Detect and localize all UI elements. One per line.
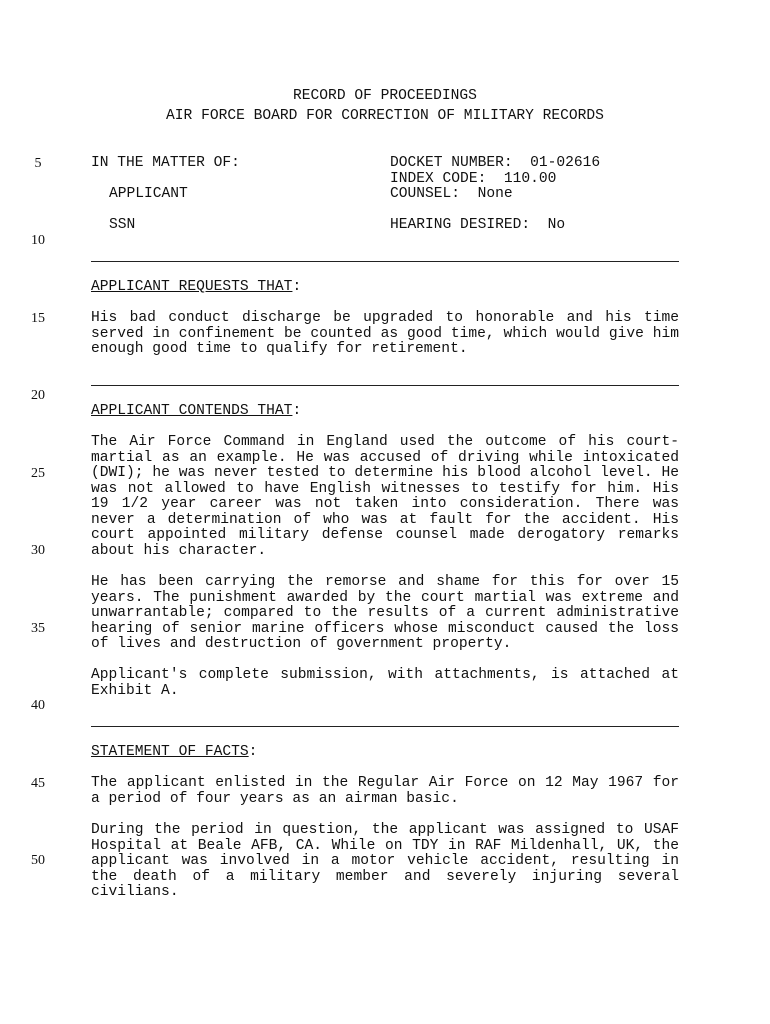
- heading-colon: :: [292, 403, 302, 419]
- line-number: 10: [31, 233, 45, 248]
- line-number: 25: [31, 466, 45, 481]
- requests-paragraph: His bad conduct discharge be upgraded to honorable and his time served in confinement be counted as good time, which would give him enough good time to qualify for retirement.: [91, 310, 679, 357]
- line-number: 50: [31, 853, 45, 868]
- facts-paragraph: During the period in question, the applicant was assigned to USAF Hospital at Beale AFB, CA. While on TDY in RAF Mildenhall, UK, the applicant was involved in a motor vehicle accident, resulting in the death of a military member and severely injuring several civilians.: [91, 822, 679, 900]
- docket-number: DOCKET NUMBER: 01-02616: [390, 155, 601, 171]
- applicant-label: APPLICANT: [109, 186, 188, 202]
- section-divider: [91, 726, 679, 727]
- contends-heading: [91, 404, 301, 420]
- line-number: 35: [31, 621, 45, 636]
- contends-heading-text: APPLICANT CONTENDS THAT: [91, 403, 293, 419]
- matter-label: IN THE MATTER OF:: [91, 155, 240, 171]
- document-subtitle: AIR FORCE BOARD FOR CORRECTION OF MILITARY RECORDS: [166, 108, 604, 124]
- index-code: INDEX CODE: 110.00: [390, 171, 557, 187]
- line-number: 45: [31, 776, 45, 791]
- document-title: RECORD OF PROCEEDINGS: [293, 88, 477, 104]
- contends-paragraph: The Air Force Command in England used the outcome of his court-martial as an example. He was accused of driving while intoxicated (DWI); he was never tested to determine his blood alcohol level. He was not allowed to have English witnesses to testify for him. His 19 1/2 year career was not taken into consideration. There was never a determination of who was at fault for the accident. His court appointed military defense counsel made derogatory remarks about his character.: [91, 434, 679, 559]
- requests-heading: [91, 280, 301, 296]
- ssn-label: SSN: [109, 217, 136, 233]
- line-number: 20: [31, 388, 45, 403]
- requests-heading-text: APPLICANT REQUESTS THAT: [91, 279, 293, 295]
- hearing-desired: HEARING DESIRED: No: [390, 217, 566, 233]
- heading-colon: :: [248, 744, 258, 760]
- facts-paragraph: The applicant enlisted in the Regular Air Force on 12 May 1967 for a period of four years as an airman basic.: [91, 775, 679, 807]
- line-number: 15: [31, 311, 45, 326]
- contends-paragraph: He has been carrying the remorse and shame for this for over 15 years. The punishment awarded by the court martial was extreme and unwarrantable; compared to the results of a current administrative hearing of senior marine officers whose misconduct caused the loss of lives and destruction of government property.: [91, 574, 679, 652]
- line-number: 30: [31, 543, 45, 558]
- facts-heading-text: STATEMENT OF FACTS: [91, 744, 249, 760]
- facts-heading: [91, 745, 257, 761]
- heading-colon: :: [292, 279, 302, 295]
- line-number: 40: [31, 698, 45, 713]
- contends-paragraph: Applicant's complete submission, with attachments, is attached at Exhibit A.: [91, 667, 679, 699]
- section-divider: [91, 385, 679, 386]
- section-divider: [91, 261, 679, 262]
- counsel: COUNSEL: None: [390, 186, 513, 202]
- line-number: 5: [34, 156, 42, 171]
